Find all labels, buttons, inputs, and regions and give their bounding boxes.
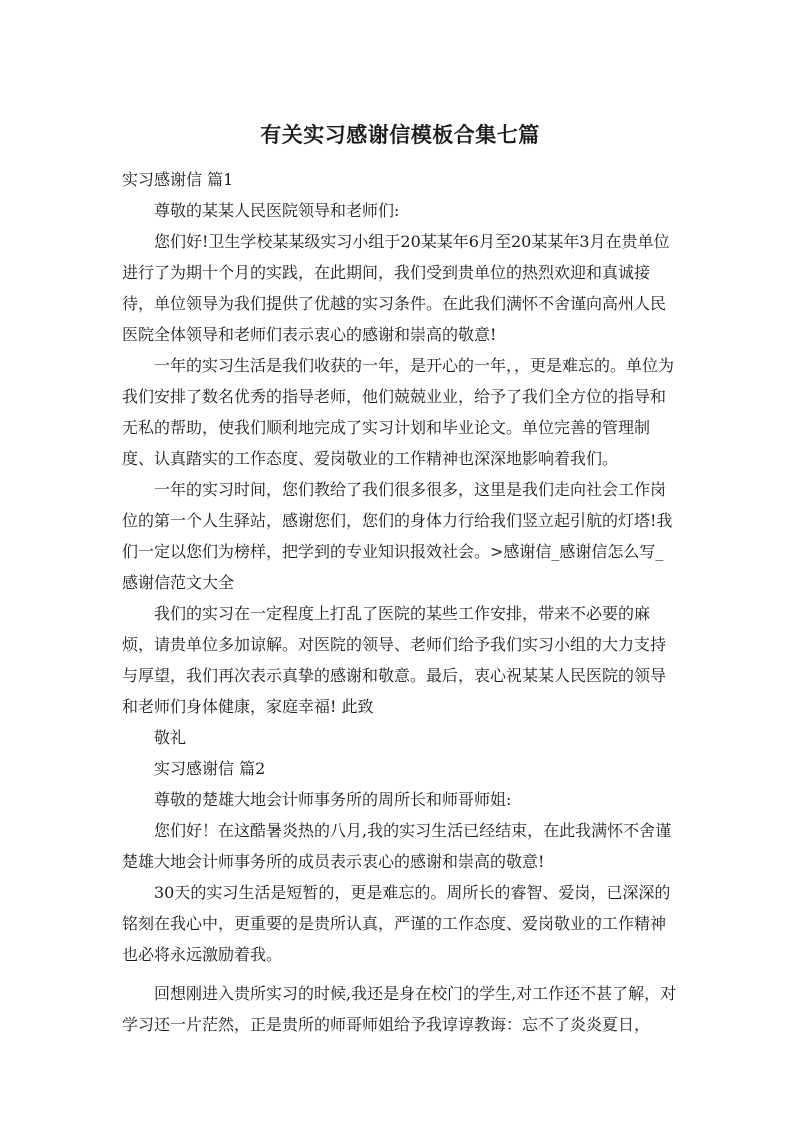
- paragraph-2-2: 30天的实习生活是短暂的，更是难忘的。周所长的睿智、爱岗，已深深的铭刻在我心中，更重要的是贵所认真，严谨的工作态度、爱岗敬业的工作精神也必将永远激励着我。: [122, 883, 671, 964]
- document-title: 有关实习感谢信模板合集七篇: [260, 123, 540, 147]
- paragraph-2-1: 您们好！在这酷暑炎热的八月,我的实习生活已经结束，在此我满怀不舍谨楚雄大地会计师事务所的成员表示衷心的感谢和崇高的敬意!: [122, 821, 672, 871]
- section-heading-2: 实习感谢信 篇2: [154, 759, 266, 778]
- paragraph-1-1: 您们好!卫生学校某某级实习小组于20某某年6月至20某某年3月在贵单位进行了为期十个月的实践，在此期间，我们受到贵单位的热烈欢迎和真诚接待，单位领导为我们提供了优越的实习条件。在此我们满怀不舍谨向高州人民医院全体领导和老师们表示衷心的感谢和崇高的敬意!: [122, 232, 670, 344]
- greeting-1: 尊敬的某某人民医院领导和老师们:: [154, 201, 400, 220]
- paragraph-2-3: 回想刚进入贵所实习的时候,我还是身在校门的学生,对工作还不甚了解，对学习还一片茫然，正是贵所的师哥师姐给予我谆谆教诲：忘不了炎炎夏日，: [122, 984, 677, 1034]
- paragraph-1-3: 一年的实习时间，您们教给了我们很多很多，这里是我们走向社会工作岗位的第一个人生驿站，感谢您们，您们的身体力行给我们竖立起引航的灯塔!我们一定以您们为榜样，把学到的专业知识报效社会。>感谢信_感谢信怎么写_感谢信范文大全: [122, 480, 673, 592]
- closing-1: 敬礼: [154, 728, 187, 747]
- section-heading-1: 实习感谢信 篇1: [122, 170, 234, 189]
- paragraph-1-2: 一年的实习生活是我们收获的一年，是开心的一年，，更是难忘的。单位为我们安排了数名优秀的指导老师，他们兢兢业业，给予了我们全方位的指导和无私的帮助，使我们顺利地完成了实习计划和毕业论文。单位完善的管理制度、认真踏实的工作态度、爱岗敬业的工作精神也深深地影响着我们。: [122, 356, 675, 468]
- paragraph-1-4: 我们的实习在一定程度上打乱了医院的某些工作安排，带来不必要的麻烦，请贵单位多加谅解。对医院的领导、老师们给予我们实习小组的大力支持与厚望，我们再次表示真挚的感谢和敬意。最后，衷心祝某某人民医院的领导和老师们身体健康，家庭幸福! 此致: [122, 604, 667, 716]
- greeting-2: 尊敬的楚雄大地会计师事务所的周所长和师哥师姐:: [154, 790, 512, 809]
